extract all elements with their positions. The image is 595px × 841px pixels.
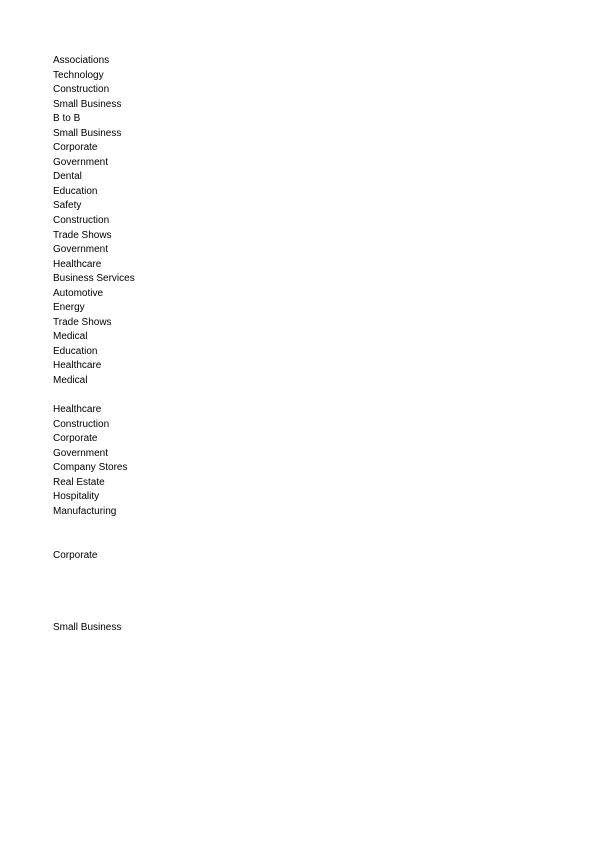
list-item: Small Business bbox=[53, 98, 122, 110]
list-item: Healthcare bbox=[53, 404, 102, 416]
empty-row bbox=[53, 592, 253, 607]
list-item: Real Estate bbox=[53, 476, 105, 488]
empty-row bbox=[53, 389, 253, 404]
list-item: Construction bbox=[53, 84, 110, 96]
list-item: Manufacturing bbox=[53, 505, 117, 517]
list-item: Education bbox=[53, 345, 98, 357]
list-item: Healthcare bbox=[53, 258, 102, 270]
list-item: Government bbox=[53, 156, 109, 168]
list-item: Corporate bbox=[53, 433, 98, 445]
empty-row bbox=[53, 563, 253, 578]
list-item: Construction bbox=[53, 418, 110, 430]
list-item: Government bbox=[53, 447, 109, 459]
list-item: Dental bbox=[53, 171, 82, 183]
list-item: Technology bbox=[53, 69, 104, 81]
list-item: B to B bbox=[53, 113, 81, 125]
list-item: Energy bbox=[53, 302, 85, 314]
list-item: Business Services bbox=[53, 273, 135, 285]
category-list bbox=[53, 54, 253, 636]
list-item: Medical bbox=[53, 375, 88, 387]
list-item: Corporate bbox=[53, 142, 98, 154]
list-item: Trade Shows bbox=[53, 316, 112, 328]
list-item: Associations bbox=[53, 55, 110, 66]
list-item: Small Business bbox=[53, 127, 122, 139]
list-item: Automotive bbox=[53, 287, 104, 299]
list-item: Hospitality bbox=[53, 491, 100, 503]
list-item: Education bbox=[53, 185, 98, 197]
empty-row bbox=[53, 607, 253, 622]
list-item: Corporate bbox=[53, 549, 98, 561]
list-item: Company Stores bbox=[53, 462, 128, 474]
list-item: Medical bbox=[53, 331, 88, 343]
list-item: Small Business bbox=[53, 622, 122, 634]
list-item: Safety bbox=[53, 200, 82, 212]
list-item: Trade Shows bbox=[53, 229, 112, 241]
empty-row bbox=[53, 520, 253, 535]
list-item: Construction bbox=[53, 215, 110, 227]
list-item: Government bbox=[53, 244, 109, 256]
list-item: Healthcare bbox=[53, 360, 102, 372]
empty-row bbox=[53, 578, 253, 593]
empty-row bbox=[53, 534, 253, 549]
